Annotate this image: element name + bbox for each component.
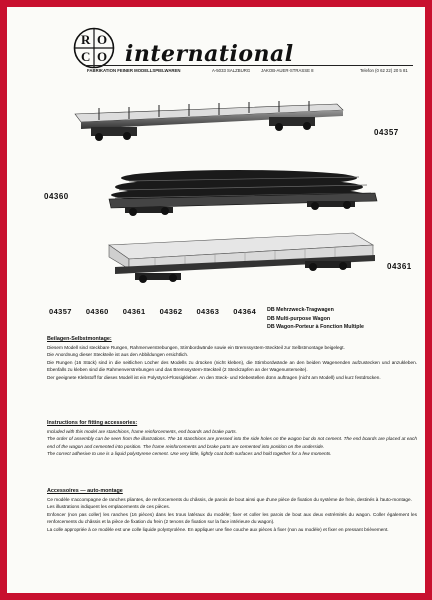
- product-titles: [267, 306, 364, 332]
- wagon-code-04357: 04357: [374, 128, 399, 137]
- paragraph: Der geeignete Klebstoff für dieses Modell ist ein Polystyrol-Flüssigkleber. An den Steck- und Klebestellen dünn auftragen (nicht am Modell) und kurz festdrücken.: [47, 374, 381, 380]
- paragraph: Included with this model are stanchions, frame reinforcements, end boards and brake parts.: [47, 429, 237, 434]
- paragraph: Les illustrations indiquent les emplacements de ces pièces.: [47, 504, 170, 510]
- svg-text:O: O: [97, 32, 108, 47]
- section-heading: Beilagen-Selbstmontage:: [47, 336, 112, 342]
- product-code: 04364: [233, 307, 257, 316]
- paragraph: Die Anordnung dieser Steckteile ist aus den Abbildungen ersichtlich.: [47, 352, 189, 358]
- brand-name: international: [125, 41, 294, 67]
- stake-wagon-illustration: [69, 100, 349, 142]
- paragraph: The correct adhesive to use is a liquid polystyrene cement. Use very little, lightly coat both surfaces and hold together for a few moments.: [47, 451, 332, 457]
- title-en: DB Multi-purpose Wagon: [267, 315, 331, 322]
- paragraph: The order of assembly can be seen from the illustrations. The 16 stanchions are pressed into the side holes on the wagon but do not cement. The end boards are placed at each end of the wagon and cemented into position. The frame reinforcements and brake parts are cemented into position on the underside.: [47, 436, 417, 449]
- wagon-code-04360: 04360: [44, 192, 69, 201]
- product-code: 04362: [159, 307, 183, 316]
- svg-text:C: C: [81, 49, 91, 64]
- section-heading: Instructions for fitting accessories:: [47, 420, 138, 426]
- instructions-german: [47, 336, 417, 381]
- paragraph: Enfoncer (non pas coller) les ranches (16 pièces) dans les trous latéraux du modèle; fixer et coller les parois de bout aux deux extrémités du wagon. Coller également les renforcements du châssis et la pièce de fixation du frein (2 tenons de fixation sur la face intérieure du wagon).: [47, 511, 417, 525]
- paragraph: La colle appropriée à ce modèle est une colle liquide polystyrolène. En appliquer une fine couche aux pièces à fixer (non au modèle) et fixer en pressant brièvement.: [47, 526, 389, 532]
- paragraph: Ce modèle s'accompagne de ranches pliantes, de renforcements du châssis, de parois de bout ainsi que d'une pièce de fixation du système de frein, destinés à l'auto-montage.: [47, 497, 412, 502]
- log-wagon-illustration: [89, 165, 389, 217]
- title-fr: DB Wagon-Porteur à Fonction Multiple: [267, 324, 364, 331]
- svg-text:R: R: [81, 32, 91, 47]
- product-code-list: [49, 307, 256, 316]
- section-heading: Accessoires — auto-montage: [47, 488, 123, 494]
- roco-logo: [73, 27, 115, 69]
- company-phone: Telefon (0 62 22) 20 5 81: [360, 68, 408, 73]
- wagon-code-04361: 04361: [387, 262, 412, 271]
- svg-text:O: O: [97, 49, 108, 64]
- company-line: FABRIKATION FEINER MODELLSPIELWAREN: [87, 68, 181, 73]
- company-street: JAKOB-AUER-STRASSE 8: [261, 68, 314, 73]
- covered-wagon-illustration: [95, 229, 381, 287]
- product-code: 04360: [85, 307, 109, 316]
- instructions-english: [47, 420, 417, 458]
- title-de: DB Mehrzweck-Tragwagen: [267, 307, 334, 313]
- paragraph: Diesem Modell sind steckbare Rungen, Rahmenverstrebungen, Stirnbordwände sowie ein Bremssystem-Steckteil zur Selbstmontage beigelegt.: [47, 345, 345, 350]
- paragraph: Die Rungen (16 Stück) sind in die seitlichen Löcher des Modells zu drücken (nicht kleben), die Stirnbordwände an den beiden Wagenenden aufzustecken und anzukleben. Ebenfalls zu kleben sind die Rahmenverstrebungen und das Bremssystem-Steckteil (2 Steckzapfen an der Wagenunterseite).: [47, 359, 417, 373]
- product-code: 04361: [122, 307, 146, 316]
- product-code: 04363: [196, 307, 220, 316]
- instructions-french: [47, 488, 417, 533]
- header-rule: [85, 65, 413, 66]
- instruction-sheet: [7, 7, 425, 593]
- product-code: 04357: [49, 307, 72, 316]
- company-city: A-5033 SALZBURG: [212, 68, 251, 73]
